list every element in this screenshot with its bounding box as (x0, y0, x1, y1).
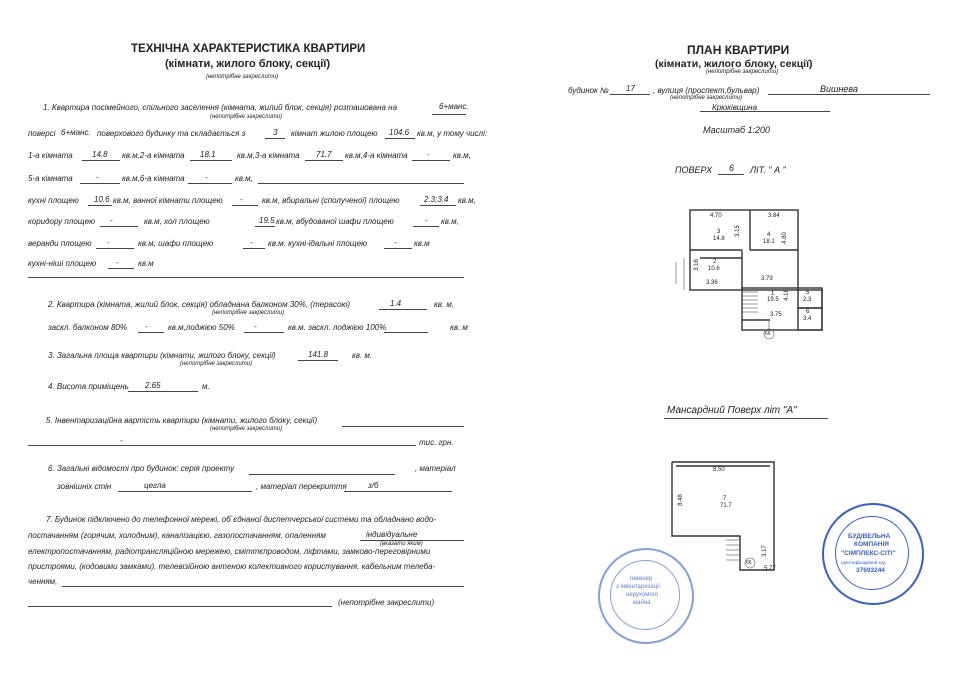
room5-value: - (96, 173, 99, 182)
plan-title: ПЛАН КВАРТИРИ (687, 43, 790, 57)
p6-floor-mat: з/б (368, 481, 379, 490)
veranda-label: веранди площею (28, 239, 92, 248)
plan6-room-1-area: 19.5 (767, 297, 779, 303)
left-title: ТЕХНІЧНА ХАРАКТЕРИСТИКА КВАРТИРИ (131, 43, 366, 55)
plan-subtitle: (кімнати, жилого блоку, секції) (655, 58, 813, 70)
plan6-room-5-no: 5 (806, 290, 810, 296)
p7-line5: ченням, (28, 577, 58, 586)
p2-loggia: кв.м,лоджією 50% (168, 323, 235, 332)
street-note: (непотрібне закреслити) (670, 95, 743, 101)
bath-value: - (240, 195, 243, 204)
p7-line2: постачанням (горячим, холодним), каналізацією, газопостачанням, опаленням (28, 531, 326, 540)
closet-value: - (250, 238, 253, 247)
p1-b: поверсі (28, 129, 56, 138)
p6-c: зовнішніх стін (57, 482, 112, 491)
wc-value: 2.3;3.4 (424, 195, 449, 204)
room-unit: кв.м, (453, 151, 471, 160)
niche-unit: кв.м (138, 259, 154, 268)
plan6-dim-8: 3.75 (770, 312, 782, 318)
plan6-room-6-area: 3.4 (803, 316, 812, 322)
niche-value: - (116, 258, 119, 267)
p1-floors: 6+манс. (61, 128, 91, 137)
kitchen-value: 10.6 (94, 195, 110, 204)
p2-balcony: заскл. балконом 80% (48, 323, 127, 332)
p3-label: 3. Загальна площа квартири (кімнати, жилого блоку, секції) (48, 351, 276, 360)
floor-label: ПОВЕРХ (675, 165, 713, 175)
street: Вишнева (820, 84, 858, 94)
stamp-company-line-3: Ідентифікаційний код (841, 560, 886, 565)
wardrobe-label: кв.м, вбудованої шафи площею (276, 217, 394, 226)
p1-e: кв.м, у тому числі: (417, 129, 488, 138)
p7-note: (вказати яким) (380, 541, 423, 547)
room4-value: - (427, 150, 430, 159)
p5-unit: тис. грн. (419, 438, 454, 447)
house-no: 17 (626, 84, 635, 93)
plan6-dim-5: 3.36 (706, 280, 718, 286)
p7-line1: 7. Будинок підключено до телефонної мережі, об`єднаної диспетчерської системи та обладнано водо- (46, 515, 437, 524)
attic-marker: 66 (746, 560, 752, 566)
p4-unit: м. (202, 382, 210, 391)
hall-label: кв.м, хол площею (144, 217, 210, 226)
p4-label: 4. Висота приміщень (48, 382, 129, 391)
p2-line1: 2. Квартира (кімната, жилий блок, секція) обладнана балконом 30%, (терасою) (48, 300, 351, 309)
stamp-inventory-text-2: нерухомого (626, 592, 659, 598)
attic-dim-0: 8.50 (713, 467, 725, 473)
p3-note: (непотрібне закреслити) (180, 361, 253, 367)
kitchen-dining-unit: кв.м (414, 239, 430, 248)
p1-d: кімнат жилою площею (291, 129, 378, 138)
room6-unit: кв.м, (235, 174, 253, 183)
plan6-room-6-no: 6 (806, 309, 810, 315)
p2-unit: кв. м, (434, 300, 455, 309)
plan6-room-5-area: 2.3 (803, 297, 812, 303)
room2-label: кв.м,2-а кімната (122, 151, 185, 160)
p1-living: 104.6 (389, 128, 410, 137)
p1-c: поверхового будинку та складається з (97, 129, 246, 138)
attic-room-area: 71.7 (720, 503, 732, 509)
kitchen-dining-label: кв.м. кухні-їдальні площею (268, 239, 368, 248)
plan6-marker: 66 (765, 331, 771, 337)
street-label: , вулиця (проспект,бульвар) (653, 86, 760, 95)
attic-dim-2: 3.17 (761, 545, 768, 557)
p1-line1: 1. Квартира посімейного, спільного заселення (кімната, жилий блок, секція) розташована на (43, 103, 398, 112)
left-subtitle: (кімнати, жилого блоку, секції) (165, 58, 331, 70)
room5-label: 5-а кімната (28, 174, 73, 183)
left-subtitle-note: (непотрібне закреслити) (206, 74, 279, 80)
p6-walls: цегла (144, 481, 166, 490)
room3-value: 71.7 (316, 150, 332, 159)
bath-label: кв.м, ванної кімнати площею (113, 196, 223, 205)
p2-glazed: кв.м. заскл. лоджією 100% (288, 323, 387, 332)
p1-rooms: 3 (273, 128, 278, 137)
stamp-inventory-text-3: майна (633, 600, 651, 606)
floor-no: 6 (729, 163, 735, 173)
p2-note: (непотрібне закреслити) (212, 310, 285, 316)
lit-label: ЛІТ. " А " (750, 165, 786, 175)
p5-value: - (120, 436, 123, 445)
wardrobe-value: - (425, 216, 428, 225)
p6-b: , матеріал (415, 464, 456, 473)
corridor-value: - (110, 216, 113, 225)
plan6-dim-1: 3.84 (768, 213, 780, 219)
p2-unit2: кв. м (450, 323, 468, 332)
p7-heating: індивідуальне (366, 530, 418, 539)
room3-label: кв.м,3-а кімната (237, 151, 300, 160)
corridor-label: коридору площею (28, 217, 96, 226)
p2-balcony-value: - (145, 322, 148, 331)
p6-label: 6. Загальні відомості про будинок: серія проекту (48, 464, 235, 473)
room6-value: - (205, 173, 208, 182)
room2-value: 18.1 (200, 150, 216, 159)
attic-dim-1: 8.48 (677, 494, 684, 506)
plan6-dim-4: 3.16 (693, 259, 700, 271)
plan6-room-3-area: 14.8 (713, 236, 725, 242)
stamp-company-line-1: КОМПАНІЯ (854, 541, 889, 548)
plan6-room-1-no: 1 (771, 291, 775, 297)
plan6-dim-0: 4.70 (710, 213, 722, 219)
hall-value: 19.5 (259, 216, 275, 225)
p2-loggia-value: - (254, 322, 257, 331)
stamp-company (822, 503, 924, 605)
plan6-dim-3: 4.80 (781, 232, 788, 244)
stamp-inventory (598, 548, 694, 644)
p7-line3: електропостачанням, радіотрансляційною мережею, сміттєпроводом, ліфтами, замково-переговірними (28, 547, 431, 556)
kitchen-label: кухні площею (28, 196, 79, 205)
district: Крюківщина (712, 103, 758, 112)
p5-label: 5. Інвентаризаційна вартість квартири (кімнати, жилого блоку, секції) (46, 416, 318, 425)
stamp-company-line-0: БУДІВЕЛЬНА (848, 533, 891, 540)
p7-line4: пристроями, (кодовими замками), телевізійною антеною колективного користування, кабельним телеба- (28, 562, 436, 571)
p1-note: (непотрібне закреслити) (210, 114, 283, 120)
plan6-dim-2: 3.15 (734, 225, 741, 237)
plan6-room-4-no: 4 (767, 232, 771, 238)
p4-height: 2.65 (145, 381, 161, 390)
room6-label: кв.м,6-а кімната (122, 174, 185, 183)
p2-terrace: 1.4 (390, 299, 402, 308)
attic-room-no: 7 (723, 496, 727, 502)
veranda-value: - (107, 238, 110, 247)
room1-label: 1-а кімната (28, 151, 73, 160)
plan6-room-4-area: 18.1 (763, 239, 775, 245)
niche-label: кухні-ніші площею (28, 259, 97, 268)
scale: Масштаб 1:200 (703, 125, 771, 135)
stamp-company-line-2: "СІМПЛЕКС-СІТІ" (841, 550, 896, 557)
attic-dim-3: 5.77 (764, 566, 776, 572)
attic-title: Мансардний Поверх літ "А" (667, 405, 797, 416)
plan6-room-2-area: 10.6 (708, 266, 720, 272)
wc-unit: кв.м, (458, 196, 476, 205)
p1-floor: 6+манс. (439, 102, 469, 111)
kitchen-dining-value: - (394, 238, 397, 247)
plan6-dim-7: 4.16 (783, 289, 790, 301)
p5-note: (непотрібне закреслити) (210, 426, 283, 432)
plan6-dim-6: 3.79 (761, 276, 773, 282)
wc-label: кв.м, вбиральні (сполученої) площею (262, 196, 400, 205)
p7-note2: (непотрібне закреслити) (338, 598, 435, 607)
plan6-room-3-no: 3 (717, 229, 721, 235)
house-label: будинок № (568, 86, 609, 95)
p3-unit: кв. м. (352, 351, 373, 360)
stamp-inventory-text-1: з інвентаризації (616, 584, 661, 590)
stamp-company-line-4: 37693244 (856, 567, 885, 574)
room4-label: кв.м,4-а кімната (345, 151, 408, 160)
p3-total: 141.8 (308, 350, 329, 359)
plan6-room-2-no: 2 (713, 259, 717, 265)
stamp-inventory-text-0: Інженер (630, 576, 653, 582)
room1-value: 14.8 (92, 150, 108, 159)
closet-label: кв.м, шафи площею (138, 239, 214, 248)
p6-d: , матеріал перекриття (256, 482, 347, 491)
wardrobe-unit: кв.м, (441, 217, 459, 226)
plan-subtitle-note: (непотрібне закреслити) (706, 69, 779, 75)
